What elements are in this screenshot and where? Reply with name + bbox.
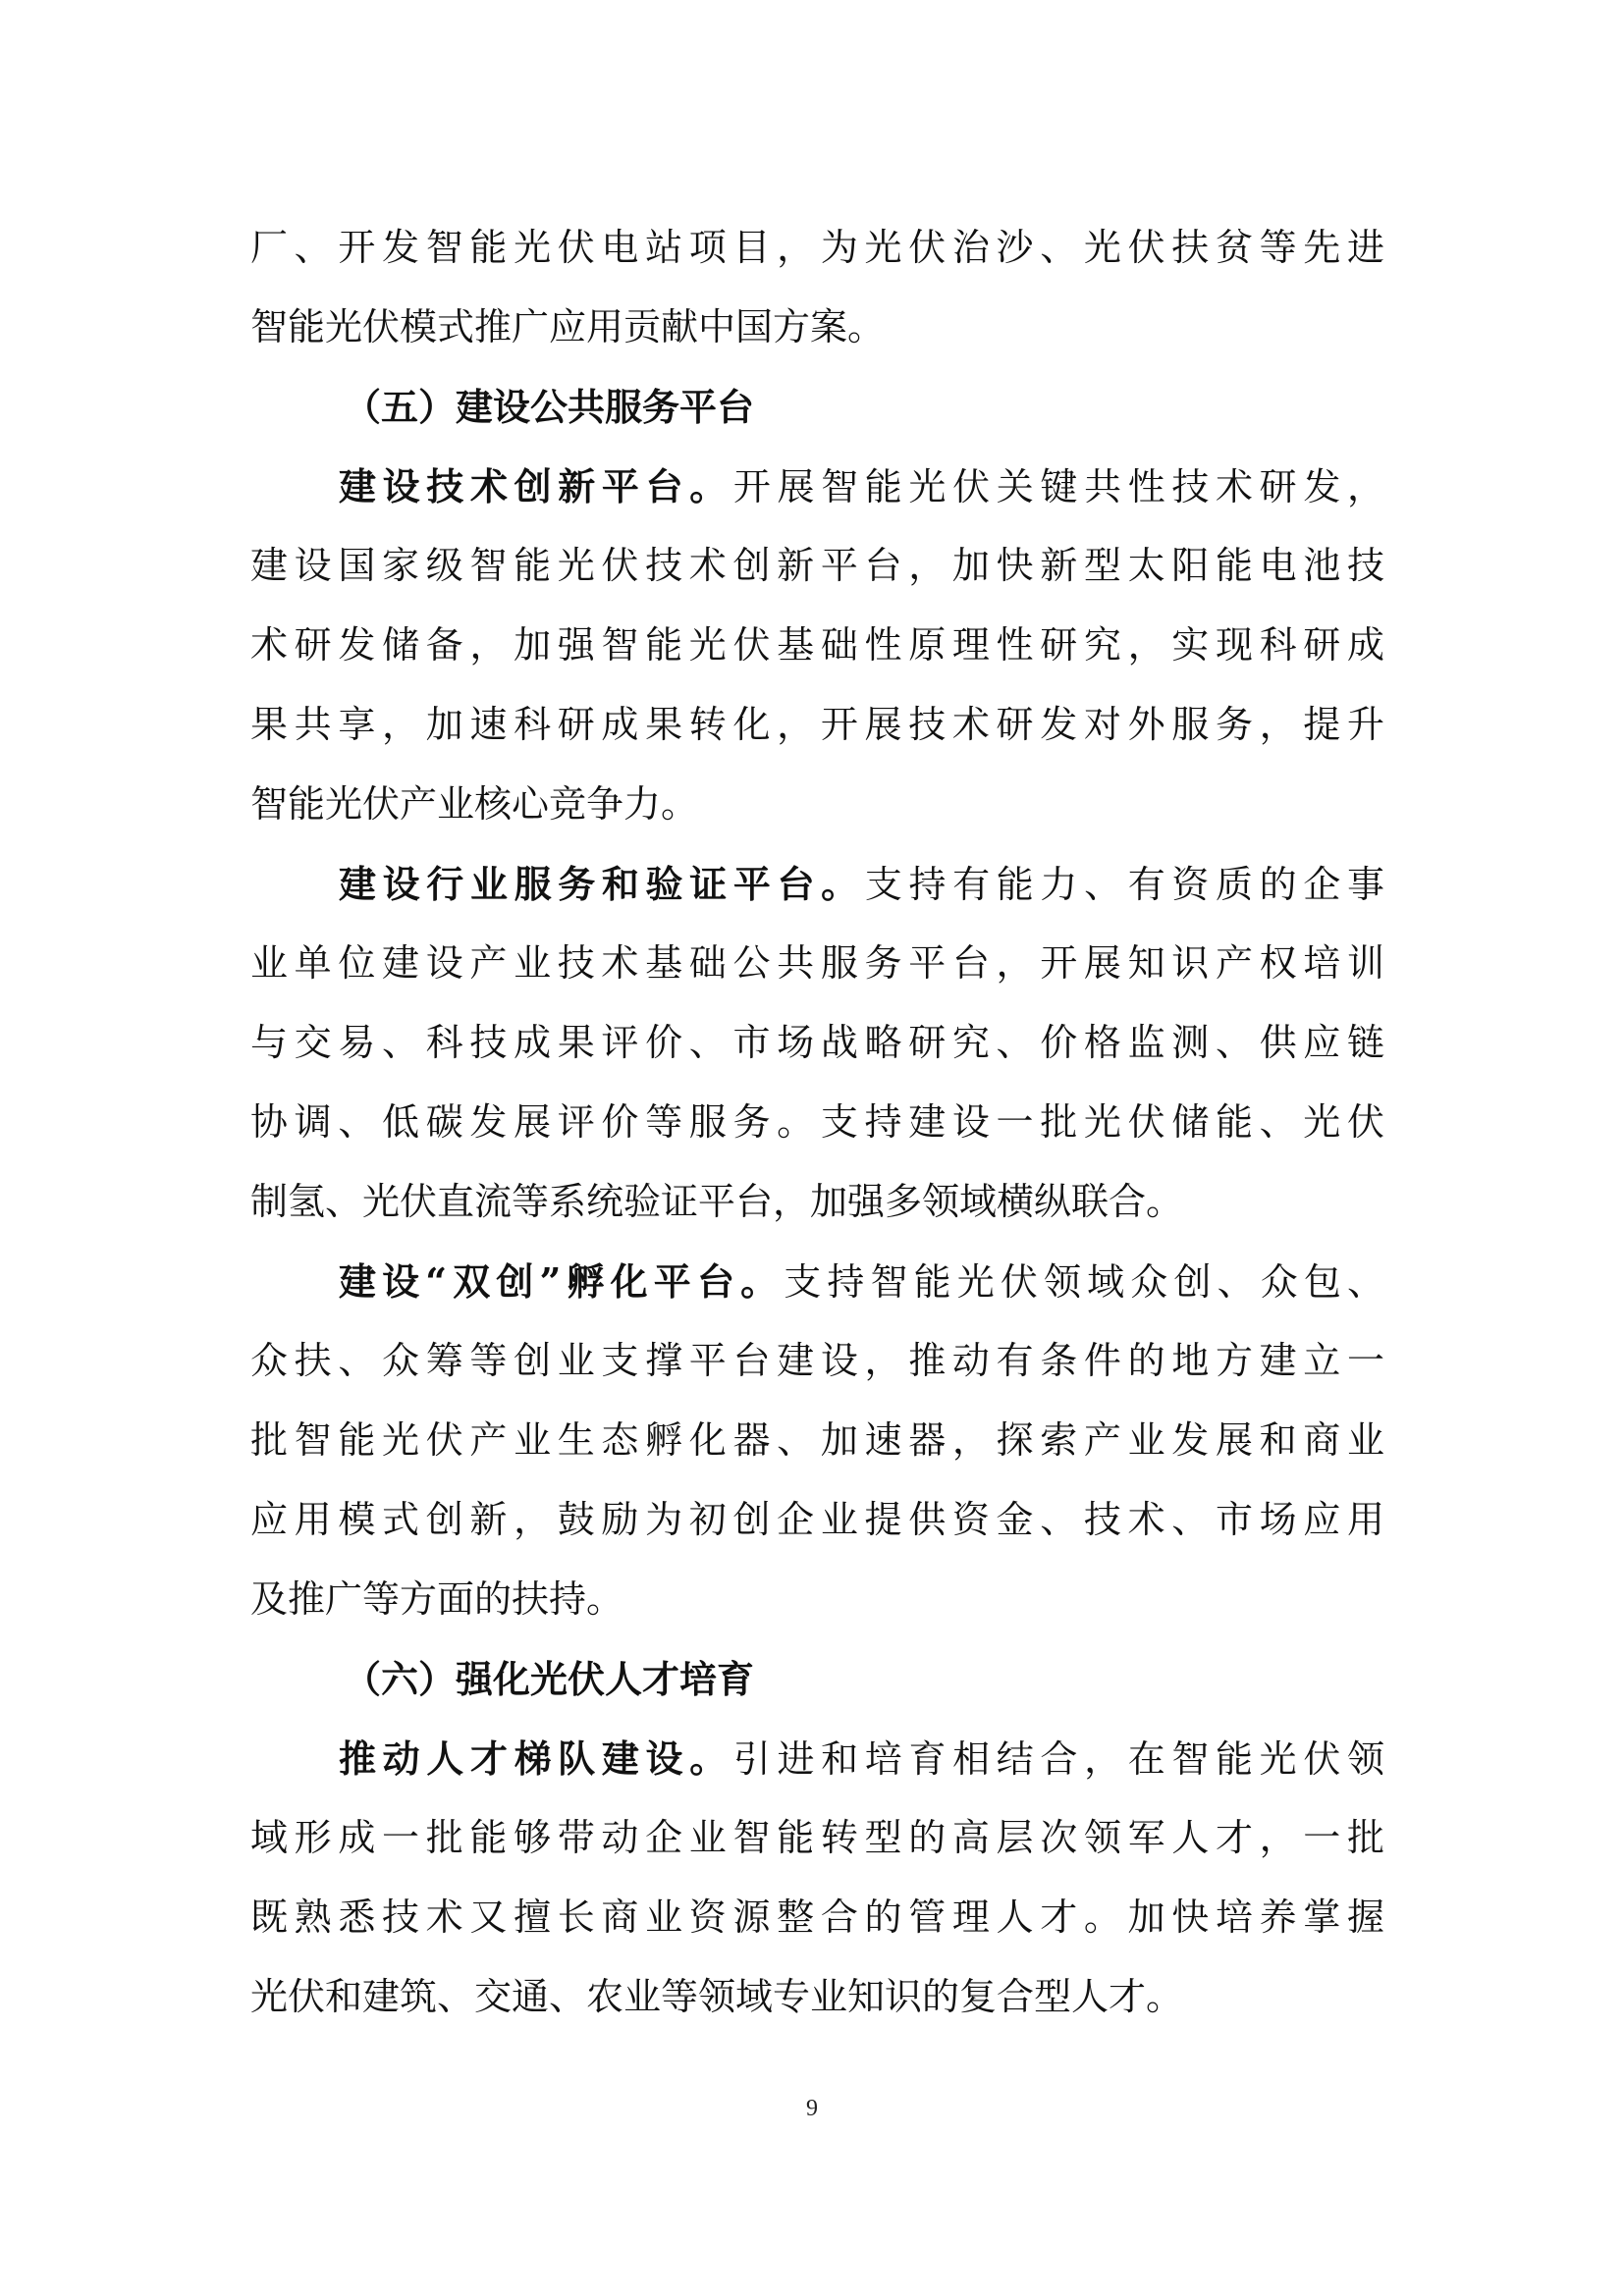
paragraph-line	[250, 447, 1384, 526]
lead-phrase: 推动人才梯队建设。	[339, 1736, 733, 1781]
paragraph-line: 业单位建设产业技术基础公共服务平台，开展知识产权培训	[250, 941, 1384, 985]
page-number: 9	[806, 2096, 818, 2121]
lead-phrase: 建设“双创”孵化平台。	[339, 1259, 785, 1304]
section-heading-5: （五）建设公共服务平台	[344, 385, 755, 429]
paragraph-text: 引进和培育相结合，在智能光伏领	[732, 1737, 1384, 1781]
paragraph-line	[250, 1719, 1384, 1798]
lead-phrase: 建设行业服务和验证平台。	[339, 862, 865, 906]
paragraph-line: 批智能光伏产业生态孵化器、加速器，探索产业发展和商业	[250, 1418, 1384, 1462]
paragraph-line: 与交易、科技成果评价、市场战略研究、价格监测、供应链	[250, 1021, 1384, 1064]
lead-phrase: 建设技术创新平台。	[339, 464, 733, 508]
paragraph-line: 域形成一批能够带动企业智能转型的高层次领军人才，一批	[250, 1816, 1384, 1859]
paragraph-line: 果共享，加速科研成果转化，开展技术研发对外服务，提升	[250, 703, 1384, 746]
paragraph-line: 建设国家级智能光伏技术创新平台，加快新型太阳能电池技	[250, 544, 1384, 587]
paragraph-line: 智能光伏模式推广应用贡献中国方案。	[250, 305, 886, 348]
paragraph-line: 应用模式创新，鼓励为初创企业提供资金、技术、市场应用	[250, 1498, 1384, 1541]
paragraph-line: 光伏和建筑、交通、农业等领域专业知识的复合型人才。	[250, 1975, 1184, 2018]
paragraph-line: 智能光伏产业核心竞争力。	[250, 782, 699, 826]
paragraph-text: 支持有能力、有资质的企事	[864, 863, 1384, 906]
paragraph-line	[250, 844, 1384, 924]
section-heading-6: （六）强化光伏人才培育	[344, 1657, 755, 1701]
paragraph-text: 支持智能光伏领域众创、众包、	[784, 1260, 1384, 1304]
paragraph-line: 术研发储备，加强智能光伏基础性原理性研究，实现科研成	[250, 623, 1384, 667]
paragraph-line: 及推广等方面的扶持。	[250, 1577, 624, 1621]
paragraph-line	[250, 1242, 1384, 1321]
paragraph-line: 既熟悉技术又擅长商业资源整合的管理人才。加快培养掌握	[250, 1896, 1384, 1939]
paragraph-line: 众扶、众筹等创业支撑平台建设，推动有条件的地方建立一	[250, 1339, 1384, 1382]
paragraph-text: 开展智能光伏关键共性技术研发，	[732, 465, 1384, 508]
paragraph-line: 厂、开发智能光伏电站项目，为光伏治沙、光伏扶贫等先进	[250, 226, 1384, 269]
document-body	[250, 208, 1384, 2037]
paragraph-line: 制氢、光伏直流等系统验证平台，加强多领域横纵联合。	[250, 1180, 1184, 1223]
paragraph-line: 协调、低碳发展评价等服务。支持建设一批光伏储能、光伏	[250, 1100, 1384, 1144]
